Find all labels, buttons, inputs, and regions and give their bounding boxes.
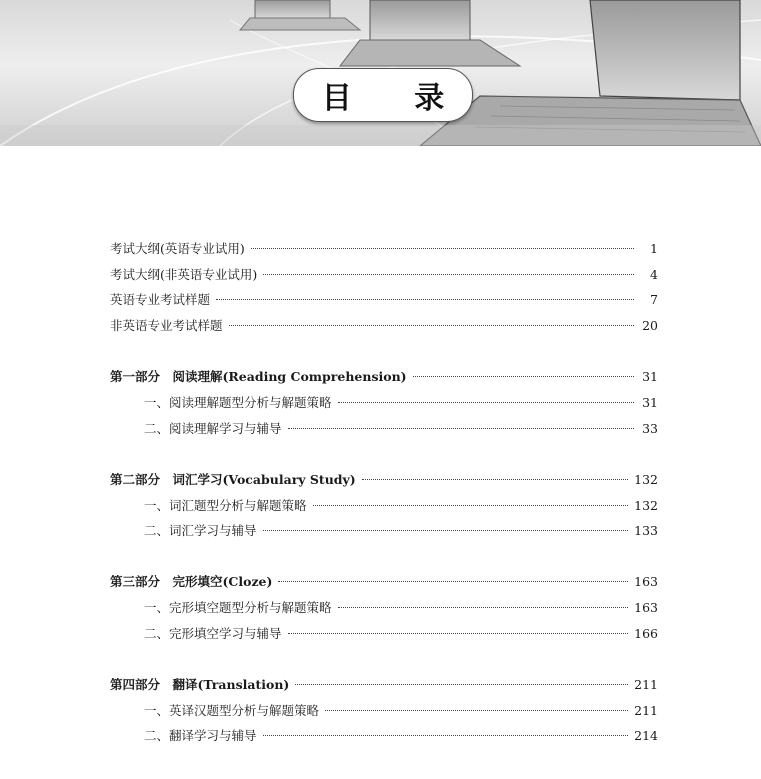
toc-sub-entry[interactable] [110,698,658,724]
toc-entry-label: 非英语专业考试样题 [110,318,223,334]
dot-leader [338,402,634,403]
toc-entry-label: 考试大纲(英语专业试用) [110,241,245,256]
toc-entry[interactable] [110,313,658,339]
toc-part-label: 第一部分 阅读理解(Reading Comprehension) [110,369,407,385]
toc-page-number: 33 [642,420,658,436]
toc-part-label: 第二部分 词汇学习(Vocabulary Study) [110,471,356,487]
toc-sub-entry[interactable] [110,518,658,544]
toc-part-entry[interactable] [110,672,658,698]
toc-page-number: 163 [634,600,658,616]
toc-entry[interactable] [110,236,658,262]
toc-sub-label: 一、阅读理解题型分析与解题策略 [144,394,332,410]
toc-entry-label: 考试大纲(非英语专业试用) [110,266,258,282]
toc-page-number: 214 [634,728,658,744]
toc-sub-entry[interactable] [110,723,658,749]
toc-sub-label: 一、完形填空题型分析与解题策略 [144,600,332,616]
toc-page-number: 1 [650,241,658,256]
dot-leader [263,530,629,531]
toc-page-number: 20 [642,318,658,334]
dot-leader [362,479,628,480]
toc-sub-label: 二、翻译学习与辅导 [144,728,257,744]
toc-sub-label: 二、词汇学习与辅导 [144,523,257,539]
toc-part-entry[interactable] [110,569,658,595]
toc-part-entry[interactable] [110,467,658,493]
toc-sub-entry[interactable] [110,595,658,621]
dot-leader [263,735,629,736]
dot-leader [263,274,634,275]
toc-sub-label: 二、阅读理解学习与辅导 [144,420,282,436]
toc-sub-entry[interactable] [110,416,658,442]
section-gap [110,646,658,672]
toc-page-number: 132 [634,497,658,513]
table-of-contents [110,236,658,749]
toc-part-entry[interactable] [110,364,658,390]
dot-leader [325,710,628,711]
toc-page-number: 31 [642,394,658,410]
toc-entry[interactable] [110,262,658,288]
toc-page-number: 163 [634,574,658,590]
toc-page-number: 133 [634,523,658,539]
dot-leader [251,248,634,249]
section-gap [110,544,658,570]
toc-part-label: 第三部分 完形填空(Cloze) [110,574,273,590]
dot-leader [413,376,634,377]
section-gap [110,441,658,467]
toc-part-label: 第四部分 翻译(Translation) [110,676,290,692]
toc-page-number: 7 [650,292,658,308]
dot-leader [313,505,629,506]
dot-leader [338,607,629,608]
section-gap [110,339,658,365]
toc-sub-entry[interactable] [110,390,658,416]
dot-leader [295,684,628,685]
page-title: 目 录 [321,81,471,116]
toc-sub-label: 一、词汇题型分析与解题策略 [144,497,307,513]
toc-page-number: 211 [634,702,658,718]
toc-page-number: 132 [634,471,658,487]
toc-page-number: 4 [650,266,658,282]
toc-sub-entry[interactable] [110,493,658,519]
dot-leader [216,299,634,300]
toc-sub-label: 二、完形填空学习与辅导 [144,625,282,641]
toc-entry-label: 英语专业考试样题 [110,292,211,308]
toc-page-number: 166 [634,625,658,641]
dot-leader [229,325,634,326]
toc-page-number: 211 [634,676,658,692]
dot-leader [288,633,629,634]
toc-sub-entry[interactable] [110,621,658,647]
dot-leader [288,428,634,429]
toc-sub-label: 一、英译汉题型分析与解题策略 [144,702,320,718]
page-title-badge [293,68,473,122]
header-banner [0,0,761,146]
dot-leader [278,581,628,582]
toc-page-number: 31 [642,369,658,385]
toc-entry[interactable] [110,287,658,313]
